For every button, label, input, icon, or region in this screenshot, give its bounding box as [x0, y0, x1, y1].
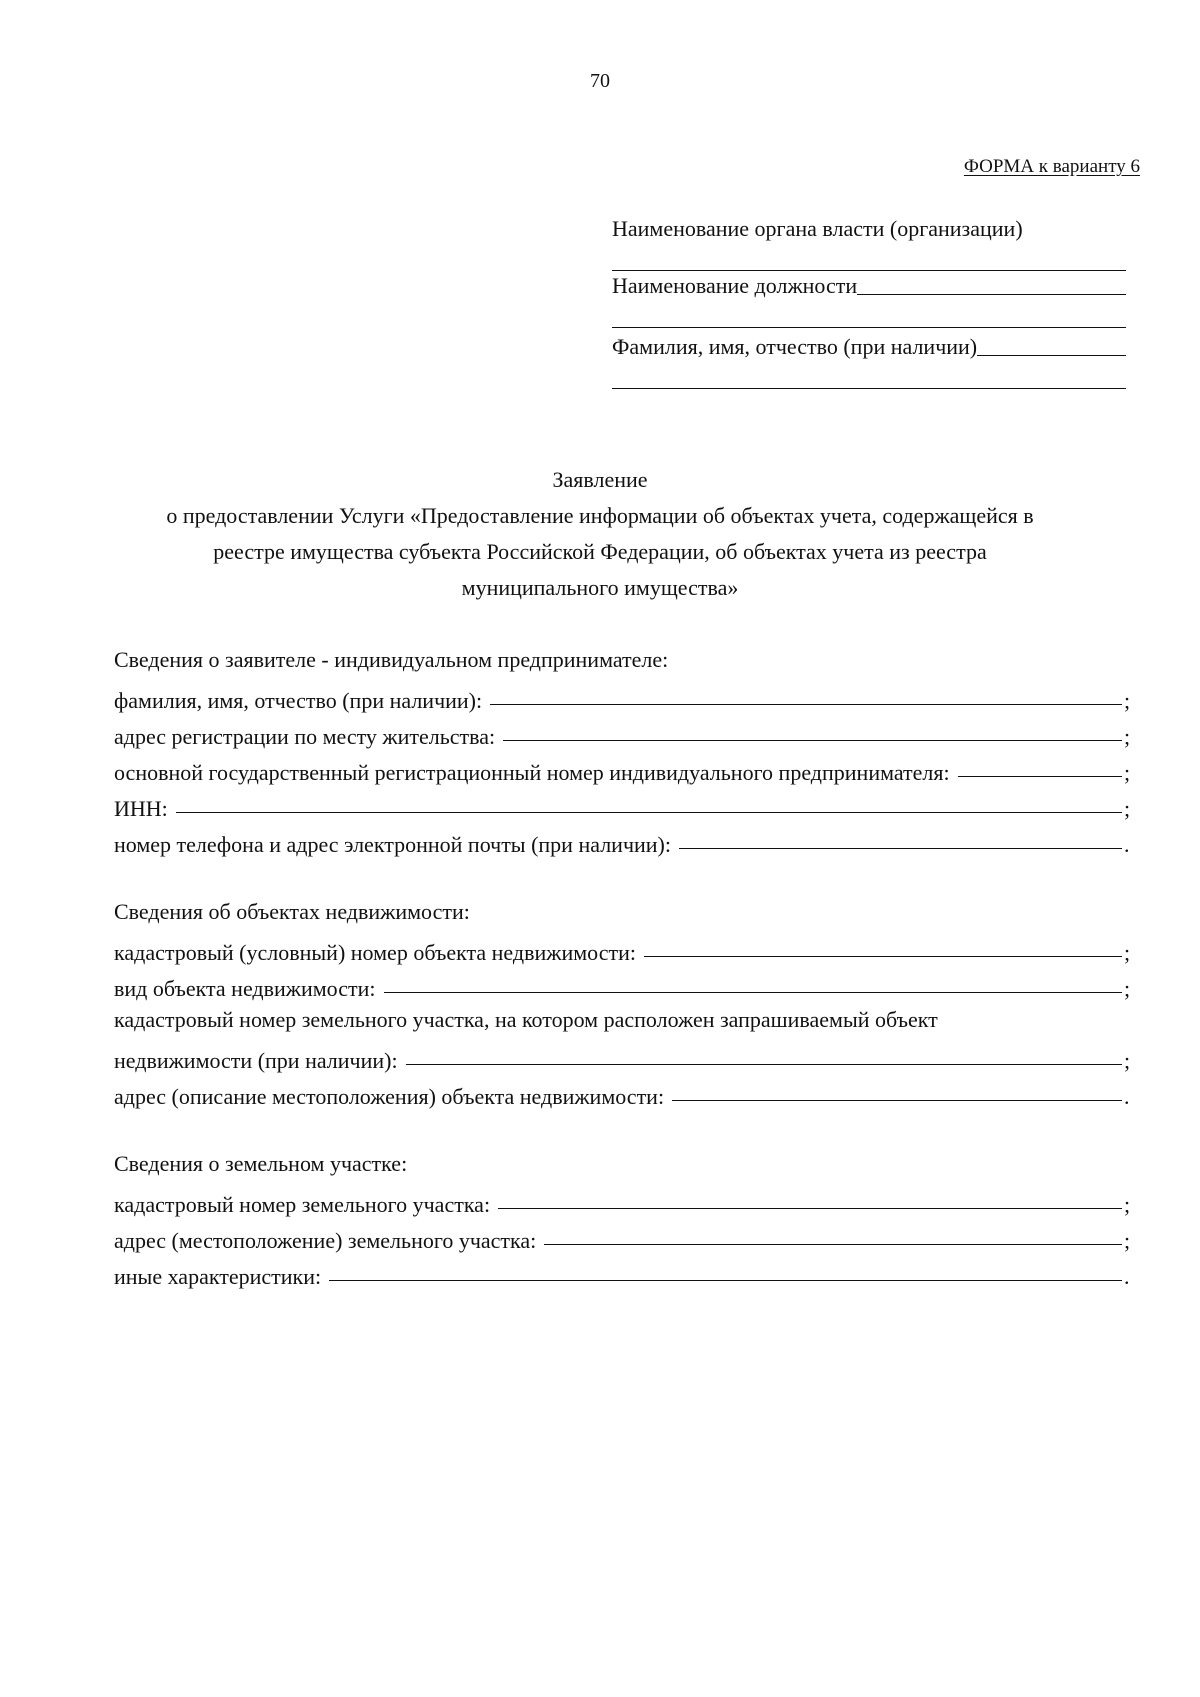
- applicant-inn-input-line[interactable]: [176, 812, 1122, 813]
- realty-section: [114, 894, 1134, 1110]
- land-other-field: [114, 1254, 1134, 1290]
- semicolon: ;: [1124, 796, 1131, 821]
- semicolon: ;: [1124, 724, 1131, 749]
- applicant-section: [114, 642, 1134, 858]
- land-heading: Сведения о земельном участке:: [114, 1151, 408, 1176]
- realty-cadastral-field: [114, 930, 1134, 966]
- semicolon: ;: [1124, 1048, 1131, 1073]
- period: .: [1124, 1264, 1130, 1289]
- realty-type-input-line[interactable]: [384, 992, 1123, 993]
- realty-heading: Сведения об объектах недвижимости:: [114, 899, 470, 924]
- title-line-4: муниципального имущества»: [461, 575, 739, 600]
- applicant-address-label: адрес регистрации по месту жительства:: [114, 724, 496, 749]
- period: .: [1124, 832, 1130, 857]
- land-other-label: иные характеристики:: [114, 1264, 322, 1289]
- applicant-contacts-label: номер телефона и адрес электронной почты (при наличии):: [114, 832, 671, 857]
- land-address-label: адрес (местоположение) земельного участка:: [114, 1228, 537, 1253]
- land-cadastral-label: кадастровый номер земельного участка:: [114, 1192, 491, 1217]
- applicant-contacts-input-line[interactable]: [679, 848, 1122, 849]
- title-line-2: о предоставлении Услуги «Предоставление информации об объектах учета, содержащейся в: [166, 503, 1034, 528]
- realty-land-cadastral-field: [114, 1038, 1134, 1074]
- land-cadastral-input-line[interactable]: [498, 1208, 1122, 1209]
- position-blank-line-2[interactable]: [612, 299, 1126, 328]
- period: .: [1124, 1084, 1130, 1109]
- realty-address-label: адрес (описание местоположения) объекта недвижимости:: [114, 1084, 665, 1109]
- applicant-ogrnip-label: основной государственный регистрационный номер индивидуального предпринимателя:: [114, 760, 950, 785]
- fullname-blank-line[interactable]: [977, 355, 1126, 356]
- addressee-block: [612, 214, 1126, 389]
- semicolon: ;: [1124, 760, 1131, 785]
- position-line: [612, 271, 1126, 299]
- land-address-field: [114, 1218, 1134, 1254]
- applicant-address-input-line[interactable]: [503, 740, 1122, 741]
- land-other-input-line[interactable]: [329, 1280, 1122, 1281]
- authority-line: [612, 214, 1126, 242]
- realty-address-field: [114, 1074, 1134, 1110]
- land-address-input-line[interactable]: [544, 1244, 1122, 1245]
- title-word: Заявление: [552, 467, 648, 492]
- applicant-ogrnip-input-line[interactable]: [958, 776, 1122, 777]
- realty-land-cadastral-label-1: кадастровый номер земельного участка, на котором расположен запрашиваемый объект: [114, 1007, 938, 1032]
- authority-label: Наименование органа власти (организации): [612, 216, 1023, 241]
- semicolon: ;: [1124, 1228, 1131, 1253]
- applicant-contacts-field: [114, 822, 1134, 858]
- applicant-fio-label: фамилия, имя, отчество (при наличии):: [114, 688, 483, 713]
- realty-type-label: вид объекта недвижимости:: [114, 976, 376, 1001]
- realty-cadastral-label: кадастровый (условный) номер объекта недвижимости:: [114, 940, 636, 965]
- realty-land-cadastral-label-2: недвижимости (при наличии):: [114, 1048, 398, 1073]
- applicant-fio-input-line[interactable]: [490, 704, 1122, 705]
- realty-cadastral-input-line[interactable]: [644, 956, 1122, 957]
- fullname-line: [612, 332, 1126, 360]
- form-variant-label: ФОРМА к варианту 6: [963, 156, 1140, 177]
- applicant-heading: Сведения о заявителе - индивидуальном предпринимателе:: [114, 647, 669, 672]
- applicant-inn-label: ИНН:: [114, 796, 168, 821]
- application-title: [100, 462, 1100, 606]
- fullname-blank-line-2[interactable]: [612, 360, 1126, 389]
- semicolon: ;: [1124, 1192, 1131, 1217]
- semicolon: ;: [1124, 976, 1131, 1001]
- realty-type-field: [114, 966, 1134, 1002]
- authority-blank-line[interactable]: [612, 242, 1126, 271]
- title-line-3: реестре имущества субъекта Российской Федерации, об объектах учета из реестра: [213, 539, 987, 564]
- realty-address-input-line[interactable]: [672, 1100, 1122, 1101]
- fullname-label: Фамилия, имя, отчество (при наличии): [612, 334, 978, 359]
- applicant-address-field: [114, 714, 1134, 750]
- realty-land-cadastral-input-line[interactable]: [406, 1064, 1122, 1065]
- land-section: [114, 1146, 1134, 1290]
- position-blank-line[interactable]: [857, 294, 1126, 295]
- land-cadastral-field: [114, 1182, 1134, 1218]
- applicant-fio-field: [114, 678, 1134, 714]
- page-number: 70: [590, 70, 610, 92]
- semicolon: ;: [1124, 688, 1131, 713]
- semicolon: ;: [1124, 940, 1131, 965]
- applicant-inn-field: [114, 786, 1134, 822]
- position-label: Наименование должности: [612, 273, 858, 298]
- applicant-ogrnip-field: [114, 750, 1134, 786]
